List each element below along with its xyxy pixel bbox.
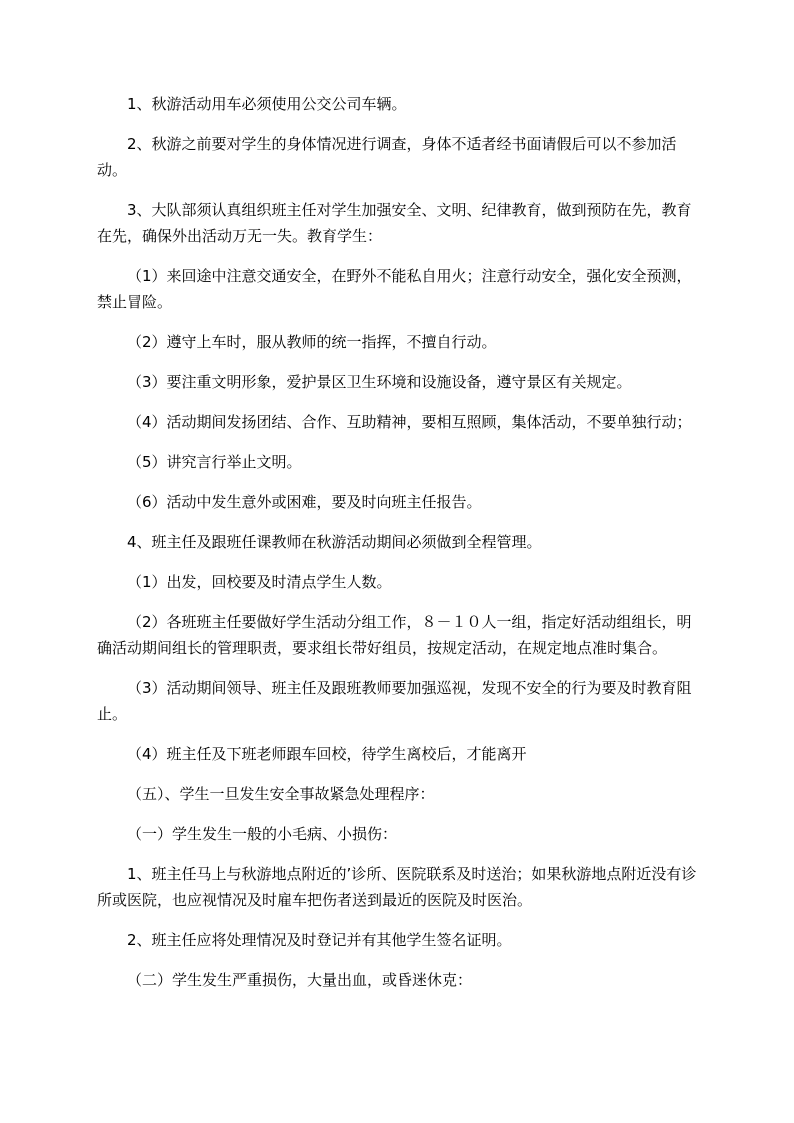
- paragraph-11: （1）出发，回校要及时清点学生人数。: [127, 573, 392, 591]
- paragraph-8: （5）讲究言行举止文明。: [127, 453, 302, 471]
- paragraph-16: （一）学生发生一般的小毛病、小损伤：: [127, 825, 398, 843]
- paragraph-14: （4）班主任及下班老师跟车回校，待学生离校后，才能离开: [127, 745, 527, 763]
- paragraph-3: 3、大队部须认真组织班主任对学生加强安全、文明、纪律教育，做到预防在先，教育在先，确保外出活动万无一失。教育学生：: [97, 201, 692, 245]
- paragraph-10: 4、班主任及跟班任课教师在秋游活动期间必须做到全程管理。: [127, 533, 542, 551]
- document-body: [97, 91, 705, 1007]
- paragraph-15: （五）、学生一旦发生安全事故紧急处理程序：: [127, 785, 435, 803]
- paragraph-19: （二）学生发生严重损伤，大量出血，或昏迷休克：: [127, 971, 473, 989]
- paragraph-6: （3）要注重文明形象，爱护景区卫生环境和设施设备，遵守景区有关规定。: [127, 373, 632, 391]
- paragraph-13: （3）活动期间领导、班主任及跟班教师要加强巡视，发现不安全的行为要及时教育阻止。: [97, 679, 692, 723]
- paragraph-18: 2、班主任应将处理情况及时登记并有其他学生签名证明。: [127, 931, 512, 949]
- paragraph-12: （2）各班班主任要做好学生活动分组工作，８－１０人一组，指定好活动组组长，明确活动期间组长的管理职责，要求组长带好组员，按规定活动，在规定地点准时集合。: [97, 613, 692, 657]
- paragraph-2: 2、秋游之前要对学生的身体情况进行调查，身体不适者经书面请假后可以不参加活动。: [97, 135, 677, 179]
- paragraph-5: （2）遵守上车时，服从教师的统一指挥，不擅自行动。: [127, 333, 497, 351]
- paragraph-4: （1）来回途中注意交通安全，在野外不能私自用火；注意行动安全，强化安全预测，禁止冒险。: [97, 267, 692, 311]
- paragraph-7: （4）活动期间发扬团结、合作、互助精神，要相互照顾，集体活动，不要单独行动；: [127, 413, 692, 431]
- paragraph-1: 1、秋游活动用车必须使用公交公司车辆。: [127, 95, 407, 113]
- paragraph-9: （6）活动中发生意外或困难，要及时向班主任报告。: [127, 493, 482, 511]
- paragraph-17: 1、班主任马上与秋游地点附近的’诊所、医院联系及时送治；如果秋游地点附近没有诊所或医院，也应视情况及时雇车把伤者送到最近的医院及时医治。: [97, 865, 697, 909]
